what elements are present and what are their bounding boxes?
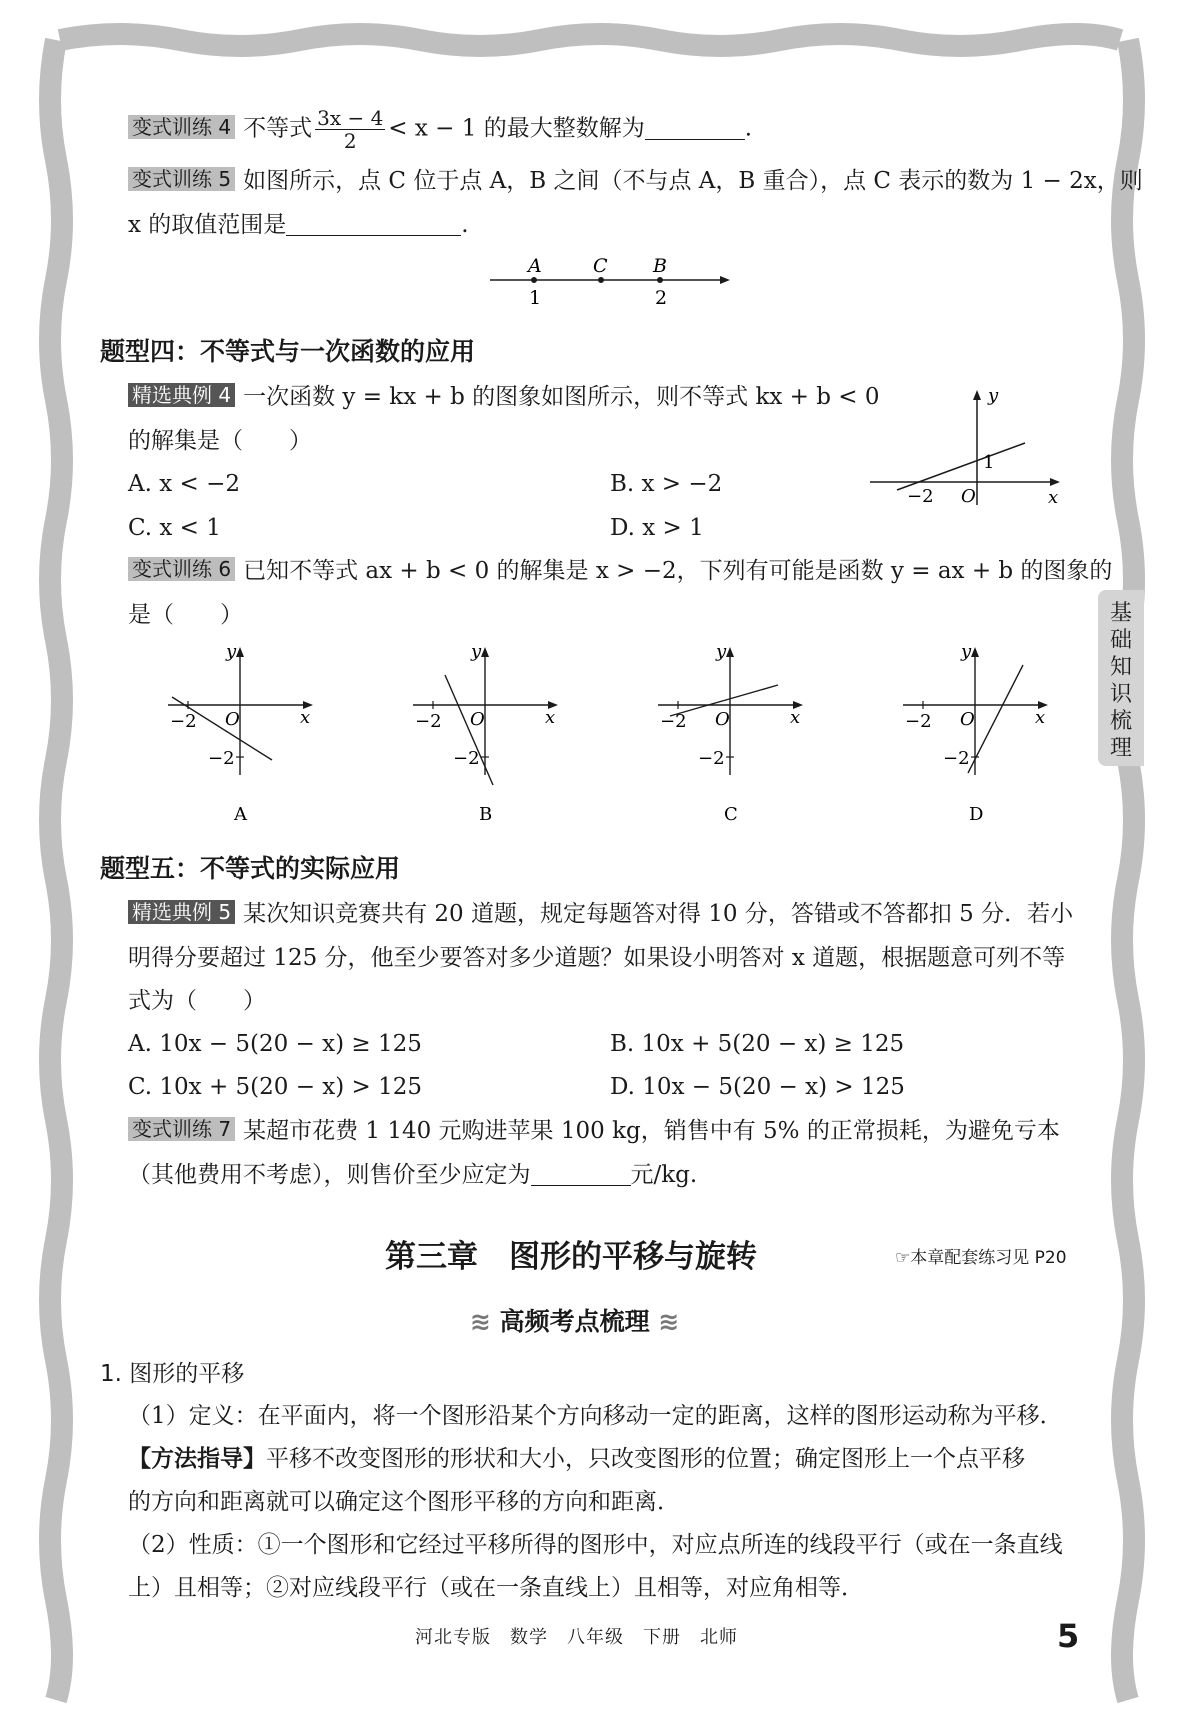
graph-x-label: x xyxy=(300,707,311,728)
graph-caption: C xyxy=(724,804,738,825)
practice7-tag: 变式训练 7 xyxy=(128,1117,235,1141)
example4-line1 xyxy=(128,382,880,412)
footer-text: 河北专版 数学 八年级 下册 北师 xyxy=(415,1627,738,1648)
point-b xyxy=(657,277,663,283)
practice5-line1 xyxy=(128,166,1143,196)
label-b: B xyxy=(653,255,667,277)
example4-neg2-label: −2 xyxy=(907,486,934,507)
property-line2: 上）且相等；②对应线段平行（或在一条直线上）且相等，对应角相等． xyxy=(128,1575,864,1601)
graph-x-label: x xyxy=(790,707,801,728)
practice5-tag: 变式训练 5 xyxy=(128,167,235,191)
practice4-frac-num: 3x − 4 xyxy=(317,106,384,130)
graph-origin-label: O xyxy=(225,709,240,730)
example5-option-a[interactable]: A. 10x − 5(20 − x) ≥ 125 xyxy=(128,1031,422,1057)
example4-line2: 的解集是（ ） xyxy=(128,428,312,454)
side-tab-char: 基 xyxy=(1109,601,1132,626)
graph-function-line xyxy=(968,665,1023,773)
example4-option-a[interactable]: A. x < −2 xyxy=(128,471,241,497)
label-c: C xyxy=(593,255,608,277)
example5-line2: 明得分要超过 125 分，他至少要答对多少道题？如果设小明答对 x 道题，根据题意可列不等 xyxy=(128,945,1066,971)
example5-option-c[interactable]: C. 10x + 5(20 − x) > 125 xyxy=(128,1074,423,1100)
wave-left-icon: ≋ xyxy=(470,1307,491,1336)
graph-y-label: y xyxy=(471,645,482,662)
example5-option-d[interactable]: D. 10x − 5(20 − x) > 125 xyxy=(610,1074,905,1100)
graph-y-label: y xyxy=(961,645,972,662)
example4-x-label: x xyxy=(1048,487,1059,508)
practice7-answer-blank[interactable] xyxy=(531,1163,631,1186)
example4-one-label: 1 xyxy=(983,452,995,473)
example5-tag: 精选典例 5 xyxy=(128,900,235,924)
section5-title: 题型五：不等式的实际应用 xyxy=(100,854,401,883)
side-tab-char: 础 xyxy=(1109,628,1132,653)
chapter-subtitle xyxy=(470,1305,679,1339)
practice5-line2 xyxy=(128,210,469,240)
point-c xyxy=(598,277,604,283)
graph-d[interactable] xyxy=(895,645,1055,825)
practice4-answer-blank[interactable] xyxy=(645,117,745,140)
practice6-line1 xyxy=(128,556,1112,586)
graph-caption: D xyxy=(969,804,984,825)
practice4-post: < x − 1 的最大整数解为 xyxy=(388,115,645,142)
method-text1: 平移不改变图形的形状和大小，只改变图形的位置；确定图形上一个点平移 xyxy=(266,1446,1025,1472)
graph-origin-label: O xyxy=(470,709,485,730)
graph-neg2-y-label: −2 xyxy=(698,748,725,769)
graph-caption: A xyxy=(234,804,247,825)
graph-y-arrow xyxy=(236,647,244,657)
practice5-text2: x 的取值范围是 xyxy=(128,212,287,238)
practice7-text2-post: 元/kg. xyxy=(630,1162,698,1188)
number-line xyxy=(480,252,740,312)
label-a: A xyxy=(528,255,542,277)
graph-a[interactable] xyxy=(160,645,320,825)
chapter-note[interactable] xyxy=(895,1246,1067,1270)
graph-x-label: x xyxy=(545,707,556,728)
example4-option-c[interactable]: C. x < 1 xyxy=(128,515,221,541)
graph-y-arrow xyxy=(481,647,489,657)
practice5-end: . xyxy=(461,212,469,238)
number-line-arrow xyxy=(720,276,730,284)
example4-text1: 一次函数 y = kx + b 的图象如图所示，则不等式 kx + b < 0 xyxy=(243,384,880,410)
graph-neg2-y-label: −2 xyxy=(943,748,970,769)
page-number: 5 xyxy=(1057,1617,1080,1655)
side-tab[interactable] xyxy=(1098,590,1144,766)
example4-y-arrow xyxy=(973,390,981,400)
tick-a: 1 xyxy=(529,287,542,309)
graph-neg2-x-label: −2 xyxy=(415,711,442,732)
practice7-text2-pre: （其他费用不考虑），则售价至少应定为 xyxy=(128,1162,531,1188)
graph-origin-label: O xyxy=(960,709,975,730)
graph-c[interactable] xyxy=(650,645,810,825)
example4-option-d[interactable]: D. x > 1 xyxy=(610,515,704,541)
graph-neg2-x-label: −2 xyxy=(170,711,197,732)
example4-option-b[interactable]: B. x > −2 xyxy=(610,471,723,497)
graph-y-label: y xyxy=(226,645,237,662)
section4-title: 题型四：不等式与一次函数的应用 xyxy=(100,337,476,366)
practice7-text1: 某超市花费 1 140 元购进苹果 100 kg，销售中有 5% 的正常损耗，为避免亏本 xyxy=(243,1118,1060,1144)
graph-neg2-y-label: −2 xyxy=(453,748,480,769)
practice6-line2: 是（ ） xyxy=(128,602,243,628)
example4-graph xyxy=(865,385,1065,510)
graph-caption: B xyxy=(479,804,493,825)
graph-origin-label: O xyxy=(715,709,730,730)
chapter-subtitle-text: 高频考点梳理 xyxy=(499,1307,650,1336)
graph-neg2-x-label: −2 xyxy=(905,711,932,732)
tick-b: 2 xyxy=(655,287,668,309)
graph-y-arrow xyxy=(971,647,979,657)
example5-text1: 某次知识竞赛共有 20 道题，规定每题答对得 10 分，答错或不答都扣 5 分．若小 xyxy=(243,901,1074,927)
example4-origin-label: O xyxy=(961,486,976,507)
practice4-tag: 变式训练 4 xyxy=(128,115,235,139)
graph-b[interactable] xyxy=(405,645,565,825)
practice7-line1 xyxy=(128,1116,1060,1146)
example5-option-b[interactable]: B. 10x + 5(20 − x) ≥ 125 xyxy=(610,1031,905,1057)
practice4-fraction xyxy=(315,107,385,152)
side-tab-char: 知 xyxy=(1109,655,1132,680)
translation-definition: （1）定义：在平面内，将一个图形沿某个方向移动一定的距离，这样的图形运动称为平移． xyxy=(128,1403,1063,1429)
practice6-tag: 变式训练 6 xyxy=(128,557,235,581)
practice5-text1: 如图所示，点 C 位于点 A，B 之间（不与点 A，B 重合），点 C 表示的数为 1 − 2x，则 xyxy=(243,168,1143,194)
graph-neg2-y-label: −2 xyxy=(208,748,235,769)
graph-neg2-x-label: −2 xyxy=(660,711,687,732)
method-tag: 【方法指导】 xyxy=(128,1446,266,1472)
graph-x-label: x xyxy=(1035,707,1046,728)
wave-right-icon: ≋ xyxy=(658,1307,680,1336)
point-a xyxy=(531,277,537,283)
translation-heading: 1. 图形的平移 xyxy=(100,1361,245,1387)
side-tab-char: 梳 xyxy=(1109,709,1132,734)
side-tab-char: 识 xyxy=(1109,682,1132,707)
graph-y-arrow xyxy=(726,647,734,657)
example4-y-label: y xyxy=(988,385,999,406)
example5-line3: 式为（ ） xyxy=(128,988,266,1014)
side-tab-char: 理 xyxy=(1109,736,1132,761)
practice6-text1: 已知不等式 ax + b < 0 的解集是 x > −2，下列有可能是函数 y = ax + b 的图象的 xyxy=(243,558,1113,584)
practice5-answer-blank[interactable] xyxy=(286,213,461,236)
practice4-end: . xyxy=(744,115,753,142)
example4-x-arrow xyxy=(1050,478,1060,486)
example4-function-line xyxy=(897,443,1025,490)
example5-line1 xyxy=(128,899,1073,929)
practice4-line xyxy=(128,107,752,152)
practice4-frac-den: 2 xyxy=(343,129,357,153)
method-line2: 的方向和距离就可以确定这个图形平移的方向和距离． xyxy=(128,1489,680,1515)
chapter-title: 第三章 图形的平移与旋转 xyxy=(385,1239,757,1275)
practice7-line2 xyxy=(128,1160,697,1190)
graph-y-label: y xyxy=(716,645,727,662)
method-line1 xyxy=(128,1444,1025,1474)
pointing-hand-icon: ☞ xyxy=(895,1248,911,1268)
chapter-note-text: 本章配套练习见 P20 xyxy=(910,1248,1067,1268)
practice4-pre: 不等式 xyxy=(243,115,313,142)
property-line1: （2）性质：①一个图形和它经过平移所得的图形中，对应点所连的线段平行（或在一条直线 xyxy=(128,1532,1063,1558)
example4-tag: 精选典例 4 xyxy=(128,383,235,407)
